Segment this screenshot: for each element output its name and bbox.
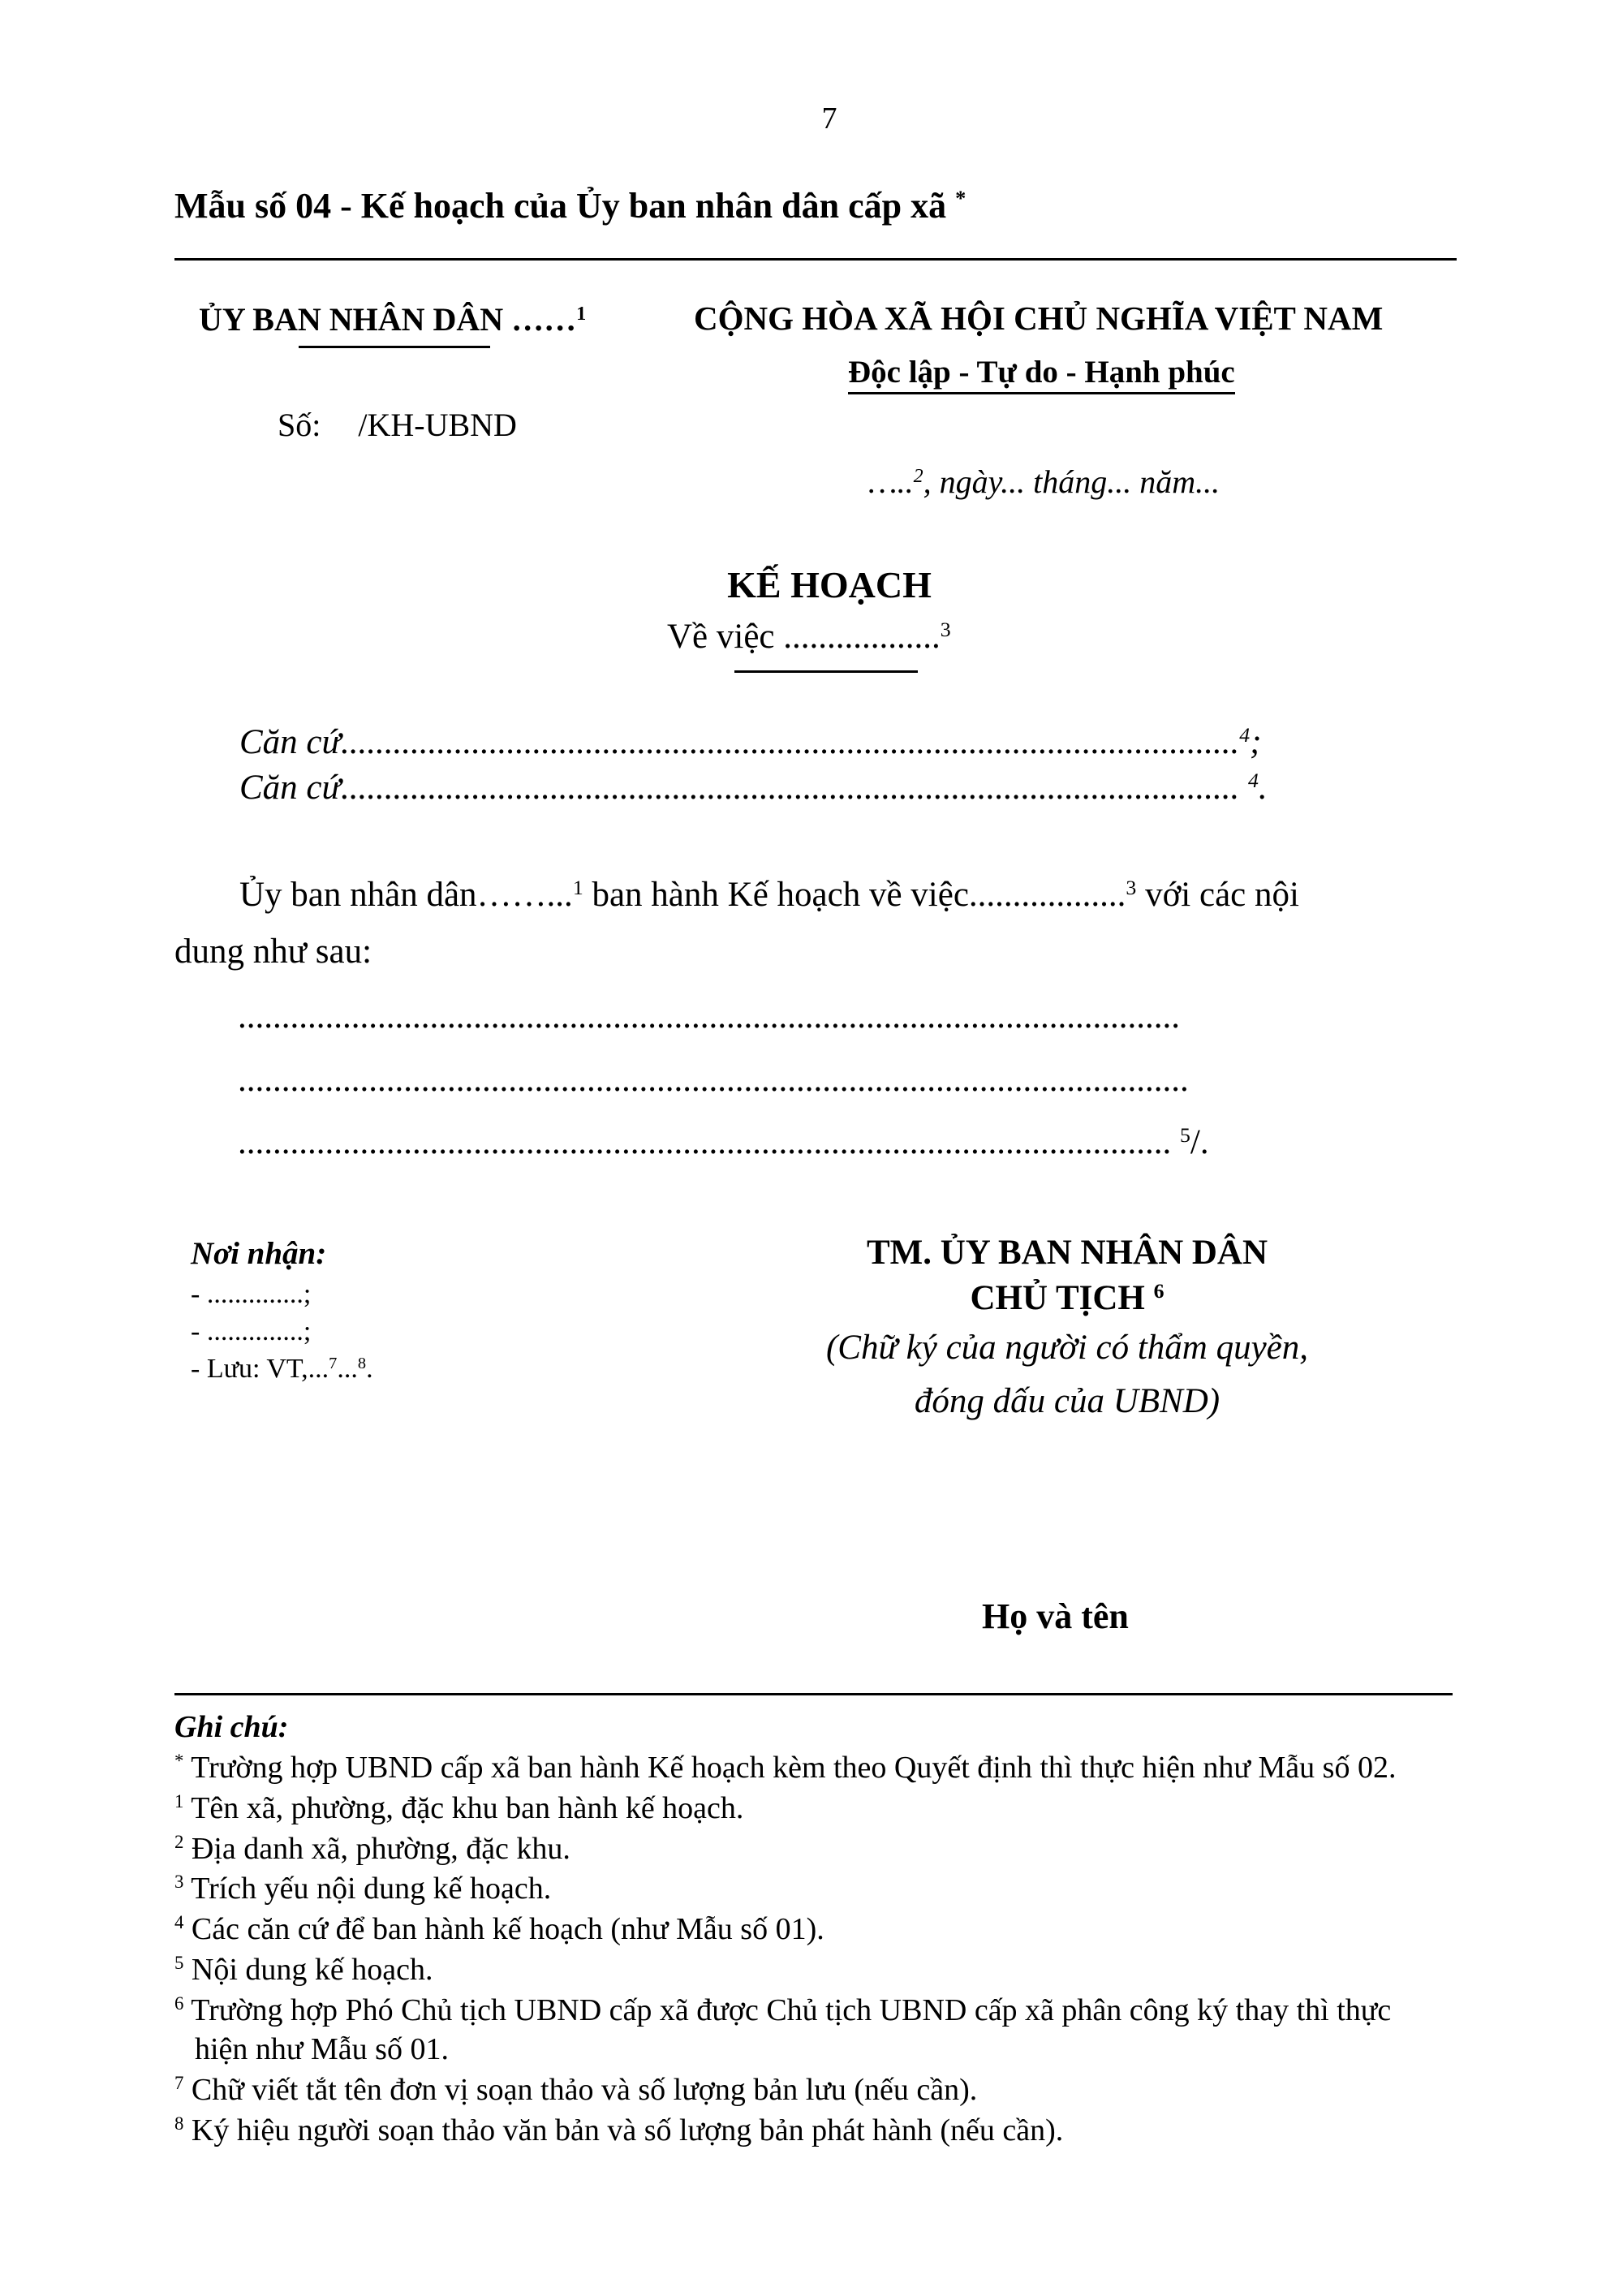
national-motto: Độc lập - Tự do - Hạnh phúc bbox=[848, 354, 1235, 394]
subject-underline bbox=[734, 670, 918, 673]
note-mark: 6 bbox=[174, 1993, 184, 2014]
signer-name: Họ và tên bbox=[982, 1596, 1129, 1636]
signature-on-behalf: TM. ỦY BAN NHÂN DÂN bbox=[866, 1234, 1268, 1272]
agency-name bbox=[199, 300, 586, 338]
place-mark: 2 bbox=[913, 465, 923, 487]
note-mark: 1 bbox=[174, 1791, 184, 1812]
document-subject bbox=[667, 617, 951, 657]
basis-end: ; bbox=[1250, 723, 1262, 761]
recipient-item: - ..............; bbox=[191, 1316, 312, 1346]
form-title bbox=[174, 185, 966, 226]
note-text: Ký hiệu người soạn thảo văn bản và số lượng bản phát hành (nếu cần). bbox=[183, 2113, 1064, 2147]
archive-prefix: - Lưu: VT,... bbox=[191, 1354, 329, 1384]
content-dots: ............................................................................................................. bbox=[238, 1061, 1189, 1099]
note-mark: 8 bbox=[174, 2113, 184, 2134]
title-divider bbox=[174, 258, 1457, 261]
legal-basis-2 bbox=[239, 768, 1268, 808]
intro-mark-1: 1 bbox=[572, 875, 583, 899]
note-item bbox=[174, 1750, 1396, 1786]
basis-end: . bbox=[1258, 769, 1268, 807]
content-line-1 bbox=[238, 997, 1180, 1036]
notes-divider bbox=[174, 1693, 1453, 1695]
signature-block bbox=[702, 1230, 1432, 1428]
note-mark: 2 bbox=[174, 1832, 184, 1853]
note-item bbox=[174, 2113, 1063, 2148]
content-mark: 5 bbox=[1180, 1122, 1190, 1147]
document-number bbox=[278, 406, 517, 444]
basis-text: Căn cứ....................................................................................................... bbox=[239, 769, 1248, 807]
archive-end: . bbox=[366, 1354, 373, 1384]
note-text: Nội dung kế hoạch. bbox=[183, 1953, 433, 1987]
form-title-mark: * bbox=[955, 186, 966, 211]
intro-part-1: Ủy ban nhân dân……... bbox=[239, 876, 573, 914]
note-mark: 4 bbox=[174, 1912, 184, 1933]
number-suffix: /KH-UBND bbox=[358, 407, 517, 443]
agency-mark: 1 bbox=[576, 303, 587, 325]
note-mark: 7 bbox=[174, 2073, 184, 2094]
agency-underline bbox=[299, 346, 490, 348]
position-text: CHỦ TỊCH bbox=[970, 1279, 1145, 1317]
subject-mark: 3 bbox=[940, 617, 951, 641]
note-text: hiện như Mẫu số 01. bbox=[195, 2032, 449, 2066]
basis-mark: 4 bbox=[1239, 722, 1251, 747]
subject-text: Về việc .................. bbox=[667, 618, 941, 656]
note-mark: 5 bbox=[174, 1953, 184, 1974]
content-dots: ............................................................................................................ bbox=[238, 997, 1180, 1036]
legal-basis-1 bbox=[239, 722, 1261, 762]
recipient-archive bbox=[191, 1354, 373, 1385]
note-item bbox=[174, 1952, 433, 1988]
agency-text: ỦY BAN NHÂN DÂN …… bbox=[199, 301, 577, 338]
content-end: /. bbox=[1190, 1123, 1209, 1161]
intro-line-2: dung như sau: bbox=[174, 933, 372, 971]
form-title-text: Mẫu số 04 - Kế hoạch của Ủy ban nhân dân cấp xã bbox=[174, 186, 947, 226]
place-prefix: ….. bbox=[868, 463, 914, 500]
date-text: , ngày... tháng... năm... bbox=[923, 463, 1220, 500]
content-dots: ........................................................................................................... bbox=[238, 1123, 1180, 1161]
note-mark: 3 bbox=[174, 1872, 184, 1893]
recipients-title: Nơi nhận: bbox=[191, 1236, 327, 1271]
signature-note-2: đóng dấu của UBND) bbox=[914, 1382, 1220, 1420]
page-number: 7 bbox=[821, 101, 837, 136]
note-mark: * bbox=[174, 1751, 184, 1772]
content-line-3 bbox=[238, 1122, 1209, 1162]
note-text: Tên xã, phường, đặc khu ban hành kế hoạch. bbox=[183, 1791, 744, 1825]
signature-note-1: (Chữ ký của người có thẩm quyền, bbox=[825, 1329, 1309, 1367]
place-date bbox=[868, 463, 1220, 501]
note-item bbox=[174, 1992, 1391, 2028]
intro-part-2: ban hành Kế hoạch về việc.................. bbox=[583, 876, 1126, 914]
signature-position bbox=[702, 1276, 1432, 1321]
note-text: Địa danh xã, phường, đặc khu. bbox=[183, 1832, 570, 1866]
archive-mid: ... bbox=[337, 1354, 358, 1384]
archive-mark-2: 8 bbox=[357, 1354, 367, 1372]
basis-text: Căn cứ....................................................................................................... bbox=[239, 723, 1240, 761]
notes-title: Ghi chú: bbox=[174, 1710, 289, 1744]
note-text: Chữ viết tắt tên đơn vị soạn thảo và số lượng bản lưu (nếu cần). bbox=[183, 2073, 978, 2107]
note-item bbox=[174, 1911, 824, 1947]
basis-mark: 4 bbox=[1247, 768, 1259, 792]
note-item bbox=[174, 1871, 551, 1906]
number-label: Số: bbox=[278, 407, 321, 443]
note-item-continued bbox=[195, 2031, 449, 2067]
intro-mark-2: 3 bbox=[1126, 875, 1137, 899]
recipient-item: - ..............; bbox=[191, 1279, 312, 1309]
document-type: KẾ HOẠCH bbox=[727, 564, 932, 605]
note-text: Các căn cứ để ban hành kế hoạch (như Mẫu số 01). bbox=[183, 1912, 824, 1946]
nation-name: CỘNG HÒA XÃ HỘI CHỦ NGHĨA VIỆT NAM bbox=[694, 299, 1384, 337]
note-text: Trích yếu nội dung kế hoạch. bbox=[183, 1872, 552, 1906]
intro-line-1 bbox=[239, 875, 1299, 915]
note-item bbox=[174, 1831, 570, 1867]
archive-mark-1: 7 bbox=[329, 1354, 338, 1372]
position-mark: 6 bbox=[1153, 1278, 1165, 1303]
note-text: Trường hợp Phó Chủ tịch UBND cấp xã được Chủ tịch UBND cấp xã phân công ký thay thì thực bbox=[183, 1993, 1392, 2027]
note-item bbox=[174, 1790, 743, 1826]
note-item bbox=[174, 2072, 977, 2108]
content-line-2 bbox=[238, 1060, 1189, 1100]
note-text: Trường hợp UBND cấp xã ban hành Kế hoạch kèm theo Quyết định thì thực hiện như Mẫu số 02. bbox=[183, 1751, 1397, 1785]
intro-part-3: với các nội bbox=[1136, 876, 1299, 914]
